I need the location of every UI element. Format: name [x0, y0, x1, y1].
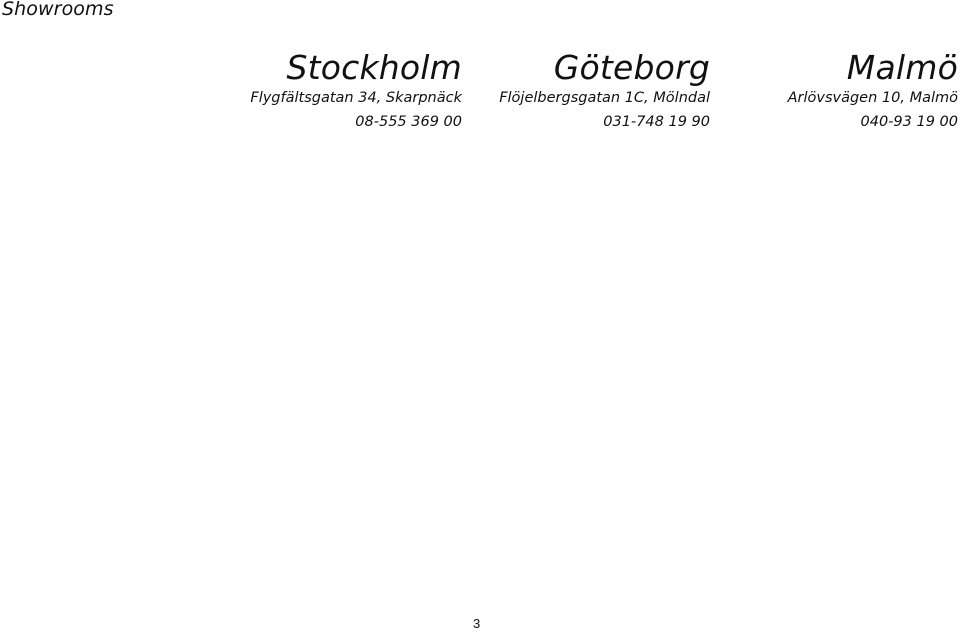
- showroom-phone: 040-93 19 00: [860, 114, 958, 130]
- showroom-phone: 031-748 19 90: [603, 114, 710, 130]
- showroom-goteborg: [499, 50, 710, 132]
- page-number: 3: [473, 616, 481, 631]
- page-heading: Showrooms: [2, 0, 114, 20]
- showroom-city: Malmö: [846, 48, 958, 87]
- showroom-malmo: [788, 50, 958, 132]
- showroom-address: Flöjelbergsgatan 1C, Mölndal: [499, 90, 710, 106]
- showroom-stockholm: [250, 50, 462, 132]
- showroom-phone: 08-555 369 00: [355, 114, 462, 130]
- showroom-city: Stockholm: [286, 48, 462, 87]
- showroom-address: Arlövsvägen 10, Malmö: [787, 90, 958, 106]
- showroom-city: Göteborg: [553, 48, 710, 87]
- showroom-address: Flygfältsgatan 34, Skarpnäck: [250, 90, 462, 106]
